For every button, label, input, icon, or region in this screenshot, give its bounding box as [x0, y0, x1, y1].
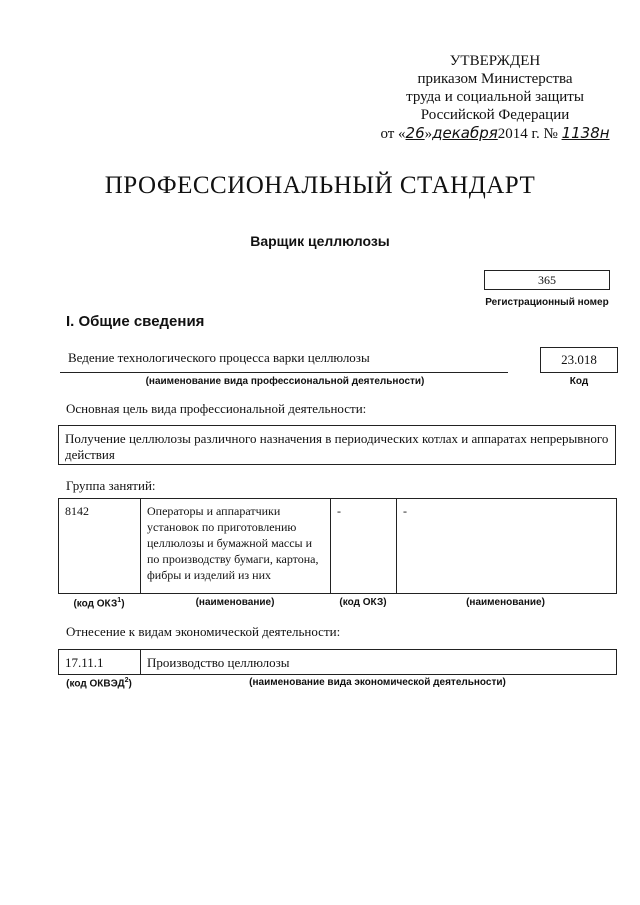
footnote-1-mark: 1 [117, 597, 122, 604]
okved-code-cell: 17.11.1 [59, 650, 141, 674]
okz-code-caption: (код ОКЗ$^1$) [73, 597, 125, 610]
approval-heading: УТВЕРЖДЕН [449, 53, 541, 69]
goal-text-box: Получение целлюлозы различного назначения в периодических котлах и аппаратах непрерывного действия [58, 425, 616, 465]
registration-number-box: 365 [484, 270, 610, 290]
document-title: ПРОФЕССИОНАЛЬНЫЙ СТАНДАРТ [104, 172, 536, 199]
activity-code-caption: Код [569, 376, 589, 387]
goal-label: Основная цель вида профессиональной деятельности: [66, 401, 367, 416]
date-year: 2014 г. № [497, 126, 558, 142]
date-prefix: от « [380, 126, 406, 142]
activity-underline [60, 372, 508, 373]
occupation-group-table [58, 498, 617, 594]
date-mid: » [424, 126, 433, 142]
okz-code-cell: 8142 [59, 499, 141, 593]
order-number-handwritten: 1138н [561, 124, 610, 142]
economic-activity-label: Отнесение к видам экономической деятельности: [66, 624, 341, 639]
activity-code-box: 23.018 [540, 347, 618, 373]
okved-name-caption: (наименование вида экономической деятельности) [249, 677, 506, 688]
occupation-name-cell: Операторы и аппаратчики установок по приготовлению целлюлозы и бумажной массы и по производству бумаги, картона, фибры и изделий из них [141, 499, 331, 593]
approval-federation-line: Российской Федерации [420, 107, 570, 123]
section-heading: I. Общие сведения [66, 313, 205, 330]
economic-activity-table [58, 649, 617, 675]
activity-caption: (наименование вида профессиональной деятельности) [145, 376, 425, 387]
approval-date-line [380, 124, 610, 143]
okz-code-2-caption: (код ОКЗ) [339, 597, 387, 608]
occupation-name-2-caption: (наименование) [466, 597, 545, 608]
occupation-group-label: Группа занятий: [66, 478, 156, 493]
occupation-name-caption: (наименование) [195, 597, 275, 608]
approval-order-line: приказом Министерства [417, 71, 573, 87]
approval-ministry-line: труда и социальной защиты [406, 89, 584, 105]
approval-block [380, 52, 610, 143]
registration-number-label: Регистрационный номер [485, 297, 609, 308]
okved-name-cell: Производство целлюлозы [147, 655, 290, 670]
activity-name: Ведение технологического процесса варки целлюлозы [68, 350, 370, 365]
footnote-2-mark: 2 [124, 677, 129, 684]
occupation-name-2-cell: - [403, 504, 407, 518]
date-month-handwritten: декабря [432, 124, 498, 142]
okved-code-caption: (код ОКВЭД$^2$) [66, 677, 132, 690]
okz-code-2-cell: - [331, 499, 397, 593]
standard-name: Варщик целлюлозы [250, 233, 390, 249]
date-day-handwritten: 26 [405, 124, 425, 142]
